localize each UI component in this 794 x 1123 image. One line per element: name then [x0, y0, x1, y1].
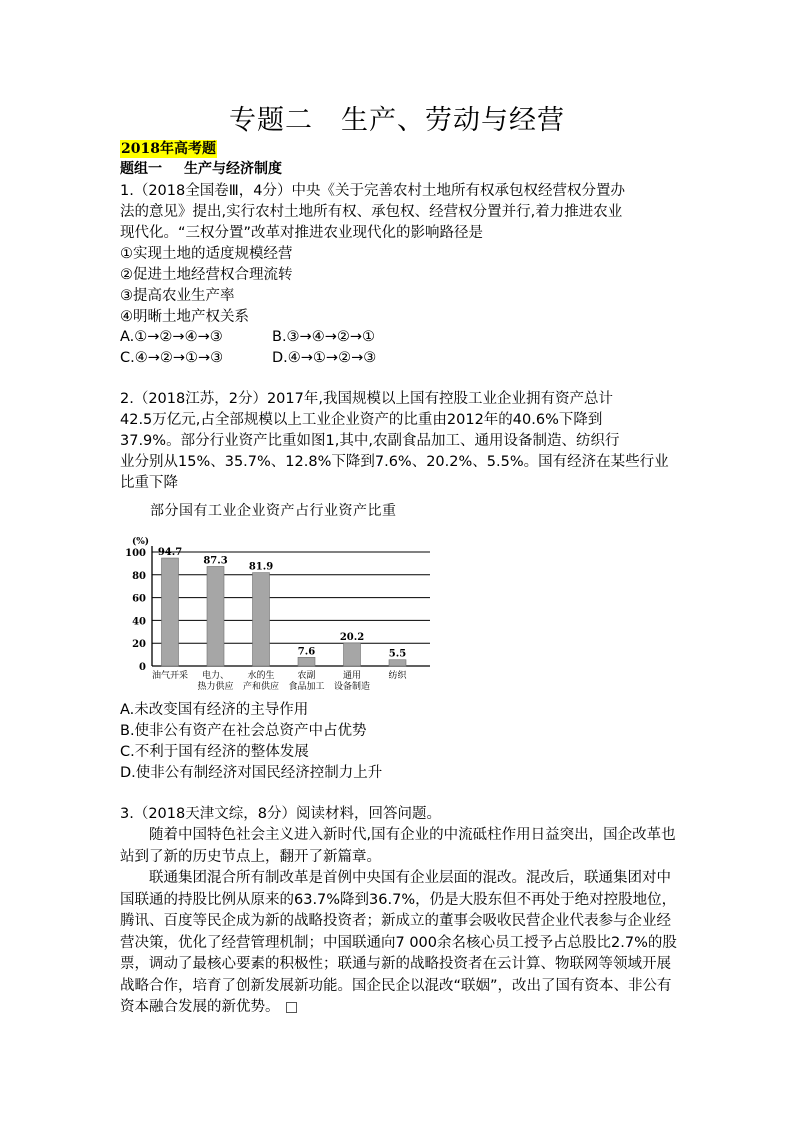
q2-line-4: 业分别从15%、35.7%、12.8%下降到7.6%、20.2%、5.5%。国有经济在某些行业 — [120, 454, 669, 470]
group-label: 题组一 — [120, 161, 162, 177]
q3-paragraph-1: 随着中国特色社会主义进入新时代,国有企业的中流砥柱作用日益突出，国企改革也站到了新的历史节点上，翻开了新篇章。 — [120, 827, 676, 865]
x-tick-label: 电力、 — [201, 671, 230, 681]
q1-item-4: ④明晰土地产权关系 — [120, 309, 249, 325]
page-title: 专题二 生产、劳动与经营 — [229, 105, 565, 136]
y-tick-label: 100 — [125, 548, 146, 559]
bar — [253, 573, 270, 666]
bar — [207, 566, 224, 666]
bar-chart — [118, 530, 448, 695]
data-label: 94.7 — [157, 547, 183, 559]
x-tick-label: 设备制造 — [333, 682, 371, 692]
bar — [389, 660, 406, 666]
group-heading — [120, 160, 304, 178]
q1-option-a: A.①→②→④→③ — [120, 329, 223, 345]
x-tick-label: 通用 — [342, 671, 362, 681]
x-tick-label: 油气开采 — [151, 671, 189, 681]
group-name: 生产与经济制度 — [184, 161, 282, 177]
q2-option-d: D.使非公有制经济对国民经济控制力上升 — [120, 765, 383, 781]
data-label: 7.6 — [297, 646, 316, 658]
q1-item-1: ①实现土地的适度规模经营 — [120, 246, 293, 262]
x-tick-label: 产和供应 — [242, 682, 280, 692]
q2-option-b: B.使非公有资产在社会总资产中占优势 — [120, 723, 367, 739]
y-tick-label: 60 — [132, 593, 146, 605]
x-tick-label: 食品加工 — [288, 682, 325, 692]
y-tick-label: 20 — [132, 639, 146, 651]
q1-option-d: D.④→①→②→③ — [272, 350, 377, 366]
q2-line-1: 2.（2018江苏，2分）2017年,我国规模以上国有控股工业企业拥有资产总计 — [120, 391, 613, 407]
y-tick-label: 0 — [139, 662, 146, 673]
data-label: 5.5 — [388, 648, 407, 660]
y-tick-label: 80 — [132, 570, 146, 582]
bar — [162, 558, 179, 666]
q3-paragraph-2 — [120, 868, 680, 1019]
chart-title: 部分国有工业企业资产占行业资产比重 — [150, 503, 397, 519]
x-tick-label: 水的生 — [247, 671, 275, 681]
end-mark-icon — [286, 1002, 297, 1013]
q2-line-2: 42.5万亿元,占全部规模以上工业企业资产的比重由2012年的40.6%下降到 — [120, 412, 603, 428]
bar — [344, 643, 361, 666]
q2-line-5: 比重下降 — [120, 475, 178, 491]
bar — [298, 657, 315, 666]
x-tick-label: 农副 — [297, 671, 316, 681]
q2-option-a: A.未改变国有经济的主导作用 — [120, 702, 309, 718]
q1-line-2: 法的意见》提出,实行农村土地所有权、承包权、经营权分置并行,着力推进农业 — [120, 204, 623, 220]
q2-option-c: C.不利于国有经济的整体发展 — [120, 744, 309, 760]
x-tick-label: 纺织 — [388, 671, 407, 681]
data-label: 81.9 — [248, 561, 274, 573]
x-tick-label: 热力供应 — [197, 682, 234, 692]
year-tag: 2018年高考题 — [121, 141, 216, 157]
data-label: 20.2 — [339, 631, 365, 643]
q1-line-1: 1.（2018全国卷Ⅲ，4分）中央《关于完善农村土地所有权承包权经营权分置办 — [120, 183, 625, 199]
q1-option-c: C.④→②→①→③ — [120, 350, 224, 366]
q1-option-b: B.③→④→②→① — [272, 329, 376, 345]
y-tick-label: 40 — [132, 616, 146, 628]
q3-paragraph-2-text: 联通集团混合所有制改革是首例中央国有企业层面的混改。混改后，联通集团对中国联通的持股比例从原来的63.7%降到36.7%，仍是大股东但不再处于绝对控股地位，腾讯、百度等民企成为新的战略投资者；新成立的董事会吸收民营企业代表参与企业经营决策，优化了经营管理机制；中国联通向7 000余名核心员工授予占总股比2.7%的股票，调动了最核心要素的积极性；联通与新的战略投资者在云计算、物联网等领域开展战略合作，培育了创新发展新功能。国企民企以混改“联姻”，改出了国有资本、非公有资本融合发展的新优势。 — [120, 870, 677, 1015]
y-axis-unit: (%) — [132, 537, 150, 547]
data-label: 87.3 — [203, 555, 228, 567]
q3-heading: 3.（2018天津文综，8分）阅读材料，回答问题。 — [120, 806, 441, 822]
q1-item-3: ③提高农业生产率 — [120, 288, 235, 304]
q2-line-3: 37.9%。部分行业资产比重如图1,其中,农副食品加工、通用设备制造、纺织行 — [120, 433, 620, 449]
q1-item-2: ②促进土地经营权合理流转 — [120, 267, 293, 283]
q1-line-3: 现代化。“三权分置”改革对推进农业现代化的影响路径是 — [120, 225, 484, 241]
